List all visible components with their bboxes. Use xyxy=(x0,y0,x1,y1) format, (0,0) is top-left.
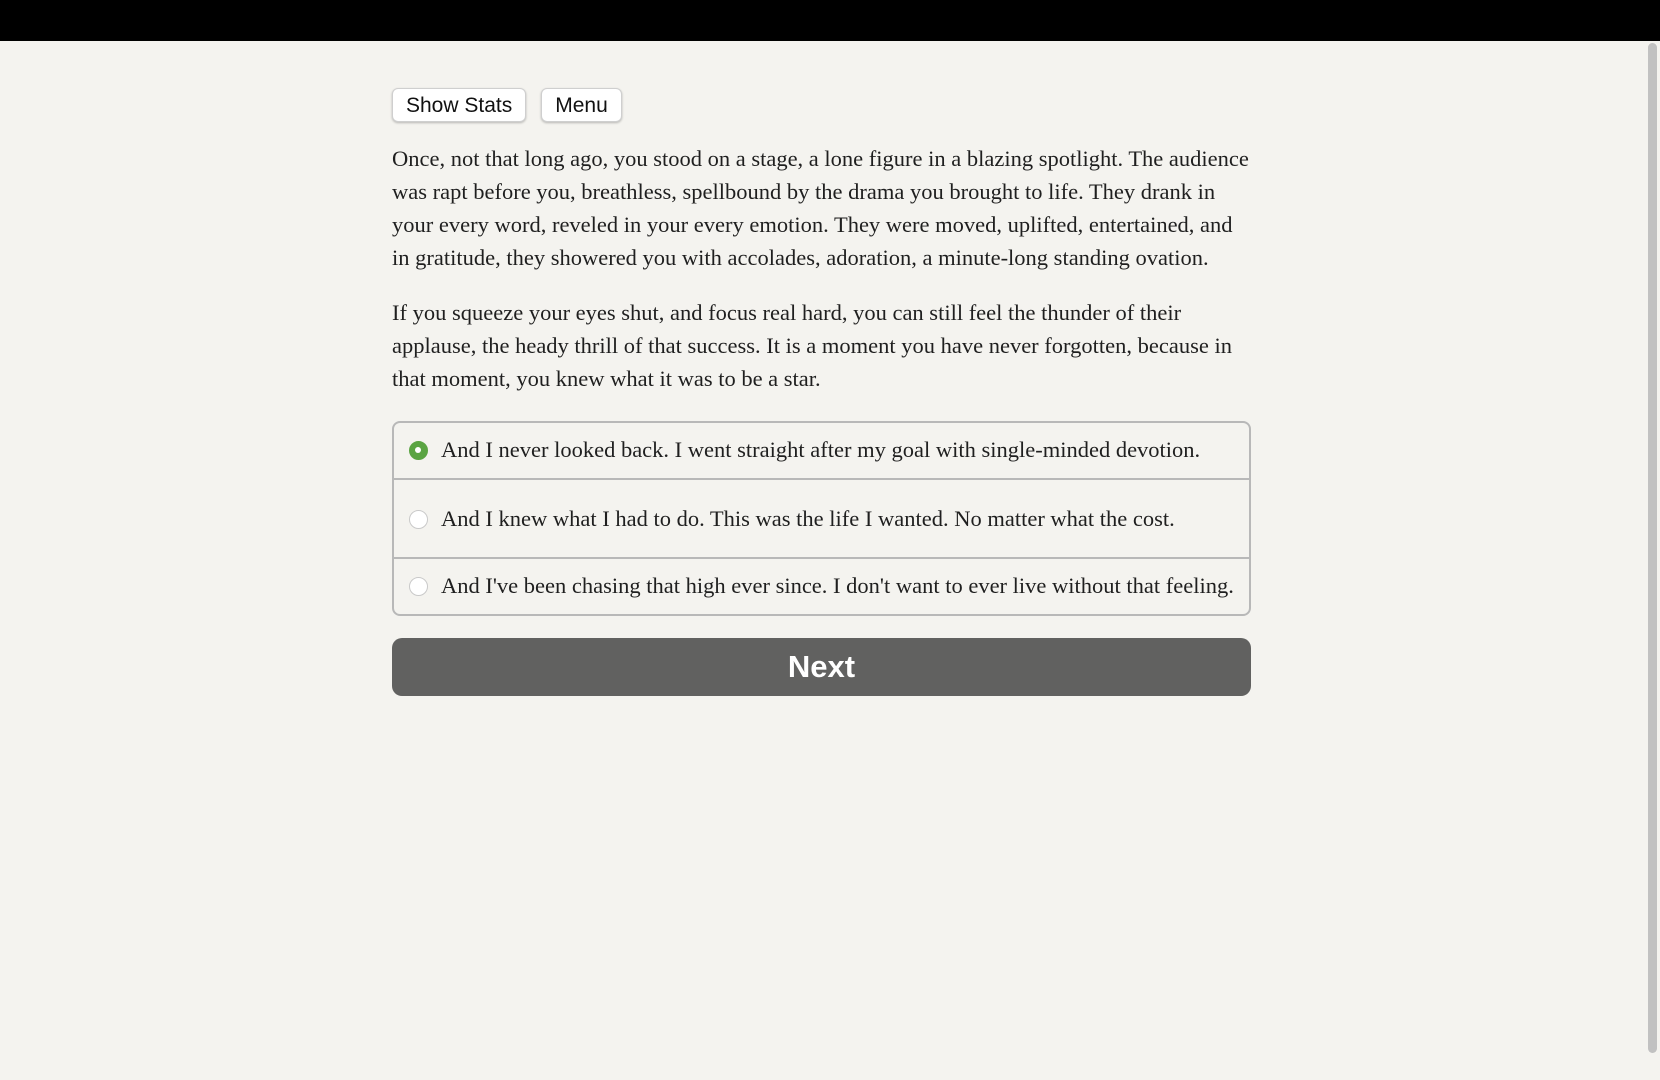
story-paragraph: If you squeeze your eyes shut, and focus real hard, you can still feel the thunder of their applause, the heady thrill of that success. It is a moment you have never forgotten, because in that moment, you knew what it was to be a star. xyxy=(392,300,1232,391)
radio-unselected-icon[interactable] xyxy=(409,510,428,529)
radio-unselected-icon[interactable] xyxy=(409,577,428,596)
choice-label: And I knew what I had to do. This was the life I wanted. No matter what the cost. xyxy=(441,506,1175,531)
next-button[interactable]: Next xyxy=(392,638,1251,696)
show-stats-button[interactable]: Show Stats xyxy=(392,88,526,122)
radio-selected-icon[interactable] xyxy=(409,441,428,460)
scrollbar-thumb[interactable] xyxy=(1648,43,1657,1053)
choice-option-2[interactable] xyxy=(394,478,1249,557)
menu-button[interactable]: Menu xyxy=(541,88,622,122)
choice-option-3[interactable] xyxy=(394,557,1249,614)
choice-list xyxy=(392,421,1251,616)
window-top-bar xyxy=(0,0,1660,41)
game-container xyxy=(392,88,1251,696)
story-paragraph: Once, not that long ago, you stood on a stage, a lone figure in a blazing spotlight. The audience was rapt before you, breathless, spellbound by the drama you brought to life. They drank in your every word, reveled in your every emotion. They were moved, uplifted, entertained, and in gratitude, they showered you with accolades, adoration, a minute-long standing ovation. xyxy=(392,146,1249,270)
toolbar xyxy=(392,88,1251,122)
choice-label: And I never looked back. I went straight after my goal with single-minded devotion. xyxy=(441,437,1201,462)
choice-option-1[interactable] xyxy=(394,423,1249,478)
choice-label: And I've been chasing that high ever since. I don't want to ever live without that feeling. xyxy=(441,573,1234,598)
story-text xyxy=(392,142,1251,395)
